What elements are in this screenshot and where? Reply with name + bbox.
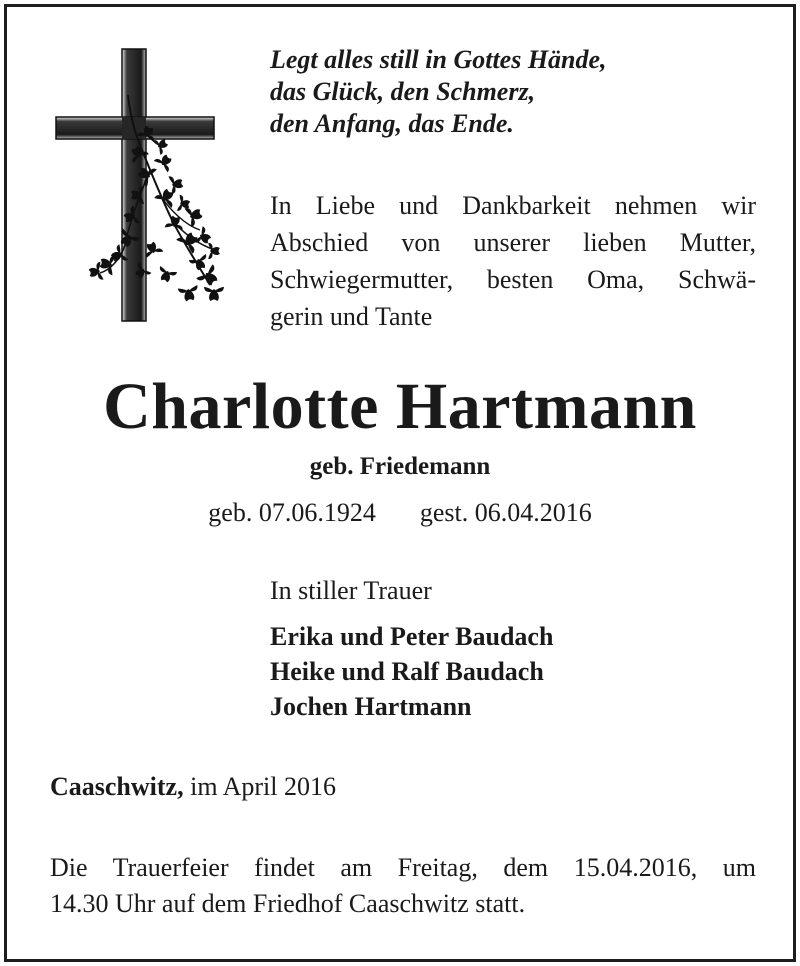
- farewell-line: gerin und Tante: [270, 302, 433, 331]
- mourner-name: Heike und Ralf Baudach: [270, 657, 544, 686]
- mourning-intro: In stiller Trauer: [270, 576, 432, 605]
- mourner-name: Erika und Peter Baudach: [270, 622, 554, 651]
- life-dates: [0, 496, 800, 530]
- farewell-line: In Liebe und Dankbarkeit nehmen wir: [270, 191, 756, 220]
- poem-line: das Glück, den Schmerz,: [270, 77, 536, 106]
- farewell-line: Abschied von unserer lieben Mutter,: [270, 228, 756, 257]
- death-date: gest. 06.04.2016: [419, 498, 592, 527]
- poem-line: Legt alles still in Gottes Hände,: [270, 45, 607, 74]
- place-date: im April 2016: [190, 772, 336, 801]
- funeral-line: 14.30 Uhr auf dem Friedhof Caaschwitz statt.: [50, 889, 526, 918]
- maiden-name: geb. Friedemann: [309, 453, 491, 480]
- place-and-date: [50, 770, 336, 804]
- mourner-name: Jochen Hartmann: [270, 692, 472, 721]
- poem-verse: [270, 44, 770, 140]
- farewell-line: Schwiegermutter, besten Oma, Schwä-: [270, 265, 756, 294]
- mourners-list: [270, 619, 553, 724]
- place-town: Caaschwitz,: [50, 772, 184, 801]
- deceased-name: Charlotte Hartmann: [103, 370, 697, 443]
- farewell-text: [270, 187, 756, 335]
- poem-line: den Anfang, das Ende.: [270, 109, 514, 138]
- funeral-notice: [50, 850, 756, 922]
- funeral-line: Die Trauerfeier findet am Freitag, dem 15.04.2016, um: [50, 853, 756, 882]
- birth-date: geb. 07.06.1924: [208, 498, 376, 527]
- cross-with-ivy-icon: [50, 45, 230, 325]
